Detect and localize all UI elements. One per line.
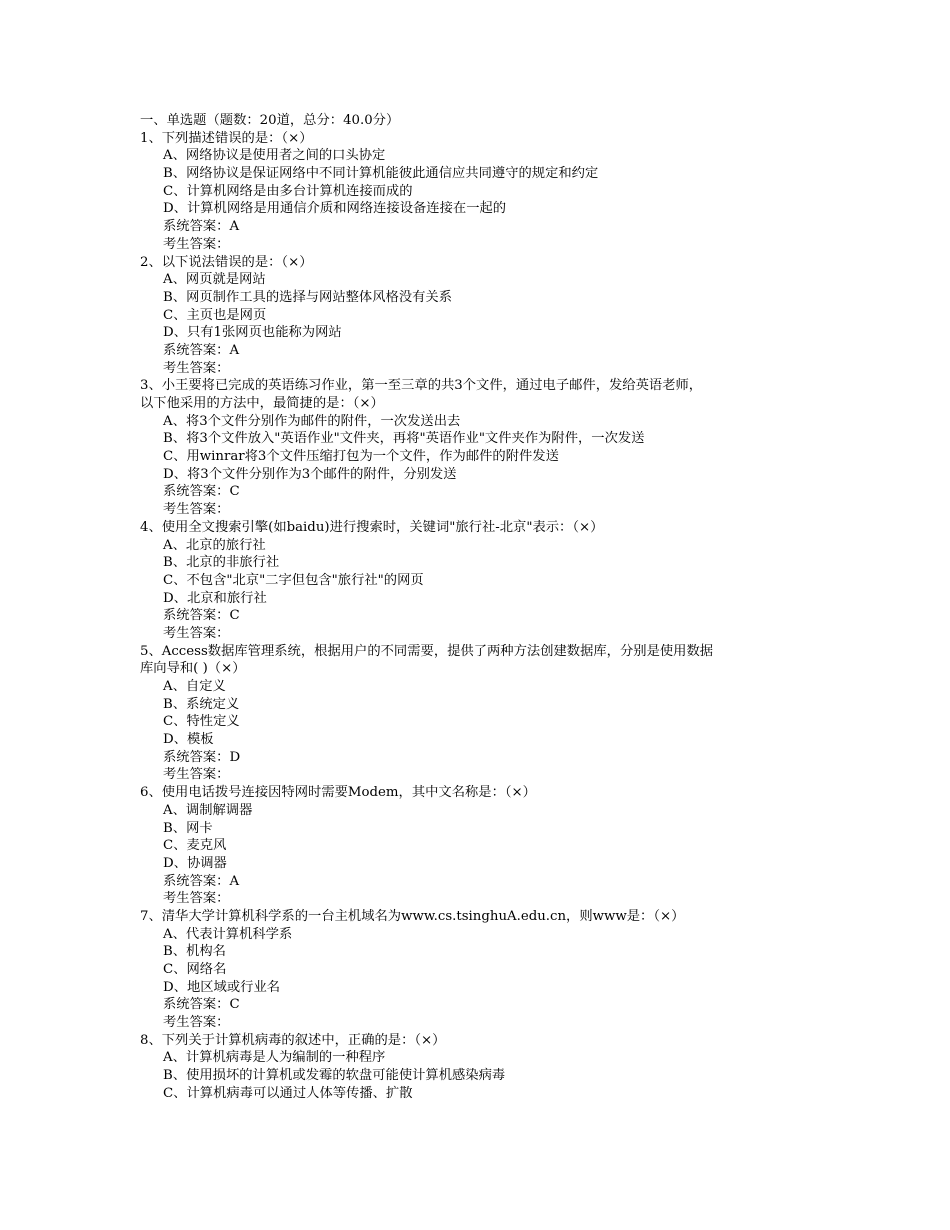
student-answer: 考生答案：: [163, 1015, 230, 1031]
option-c: C、主页也是网页: [163, 307, 267, 323]
option-a: A、网页就是网站: [163, 272, 266, 288]
option-d: D、计算机网络是用通信介质和网络连接设备连接在一起的: [163, 201, 507, 217]
student-answer: 考生答案：: [163, 236, 230, 252]
system-answer: 系统答案：A: [163, 219, 240, 235]
option-d: D、地区域或行业名: [163, 979, 281, 995]
student-answer: 考生答案：: [163, 502, 230, 518]
option-b: B、网络协议是保证网络中不同计算机能彼此通信应共同遵守的规定和约定: [163, 166, 599, 182]
option-a: A、自定义: [163, 679, 226, 694]
option-a: A、计算机病毒是人为编制的一种程序: [163, 1050, 386, 1066]
option-d: D、协调器: [163, 855, 227, 871]
question-stem: 8、下列关于计算机病毒的叙述中，正确的是：（×）: [140, 1032, 446, 1048]
option-d: D、将3个文件分别作为3个邮件的附件，分别发送: [163, 466, 457, 482]
question-stem: 1、下列描述错误的是：（×）: [140, 130, 313, 146]
question-2: [140, 254, 820, 378]
option-b: B、机构名: [163, 944, 226, 960]
option-a: A、将3个文件分别作为邮件的附件，一次发送出去: [163, 413, 461, 429]
question-stem-line1: 5、Access数据库管理系统，根据用户的不同需要，提供了两种方法创建数据库，分别是使用数据: [140, 643, 714, 659]
question-4: [140, 519, 820, 643]
question-5: [140, 643, 820, 785]
section-heading: 一、单选题（题数：20道，总分：40.0分）: [140, 113, 400, 128]
option-b: B、北京的非旅行社: [163, 555, 280, 571]
option-a: A、北京的旅行社: [163, 537, 266, 553]
option-c: C、不包含"北京"二字但包含"旅行社"的网页: [163, 572, 424, 588]
option-c: C、用winrar将3个文件压缩打包为一个文件，作为邮件的附件发送: [163, 449, 559, 465]
option-b: B、系统定义: [163, 696, 240, 712]
student-answer: 考生答案：: [163, 625, 230, 641]
option-d: D、只有1张网页也能称为网站: [163, 325, 342, 341]
exam-content: [140, 112, 820, 1103]
question-stem-line1: 3、小王要将已完成的英语练习作业，第一至三章的共3个文件，通过电子邮件，发给英语老师，: [140, 378, 703, 394]
student-answer: 考生答案：: [163, 360, 230, 376]
question-3: [140, 377, 820, 519]
system-answer: 系统答案：D: [163, 749, 241, 765]
option-c: C、计算机网络是由多台计算机连接而成的: [163, 183, 413, 199]
question-stem-line2: 以下他采用的方法中，最简捷的是：（×）: [140, 396, 384, 411]
option-c: C、计算机病毒可以通过人体等传播、扩散: [163, 1085, 413, 1101]
question-7: [140, 908, 820, 1032]
question-stem: 2、以下说法错误的是：（×）: [140, 254, 313, 270]
question-8: [140, 1032, 820, 1103]
option-c: C、网络名: [163, 962, 227, 977]
student-answer: 考生答案：: [163, 891, 230, 907]
option-a: A、网络协议是使用者之间的口头协定: [163, 148, 386, 164]
question-stem: 4、使用全文搜索引擎(如baidu)进行搜索时，关键词"旅行社-北京"表示：（×）: [140, 519, 604, 535]
system-answer: 系统答案：A: [163, 342, 240, 358]
question-stem: 7、清华大学计算机科学系的一台主机域名为www.cs.tsinghuA.edu.cn，则www是：（×）: [140, 908, 685, 924]
option-b: B、使用损坏的计算机或发霉的软盘可能使计算机感染病毒: [163, 1068, 506, 1084]
question-6: [140, 784, 820, 908]
option-d: D、模板: [163, 732, 214, 748]
option-a: A、代表计算机科学系: [163, 926, 293, 942]
option-c: C、特性定义: [163, 714, 240, 730]
option-b: B、网卡: [163, 820, 213, 836]
system-answer: 系统答案：C: [163, 608, 240, 624]
option-d: D、北京和旅行社: [163, 590, 267, 606]
question-1: [140, 130, 820, 254]
option-b: B、将3个文件放入"英语作业"文件夹，再将"英语作业"文件夹作为附件，一次发送: [163, 431, 645, 447]
student-answer: 考生答案：: [163, 767, 230, 783]
system-answer: 系统答案：C: [163, 484, 240, 500]
option-a: A、调制解调器: [163, 802, 253, 818]
option-b: B、网页制作工具的选择与网站整体风格没有关系: [163, 289, 453, 305]
system-answer: 系统答案：C: [163, 997, 240, 1013]
question-stem: 6、使用电话拨号连接因特网时需要Modem，其中文名称是：（×）: [140, 785, 536, 801]
question-stem-line2: 库向导和( )（×）: [140, 661, 246, 677]
option-c: C、麦克风: [163, 838, 227, 854]
system-answer: 系统答案：A: [163, 873, 240, 889]
